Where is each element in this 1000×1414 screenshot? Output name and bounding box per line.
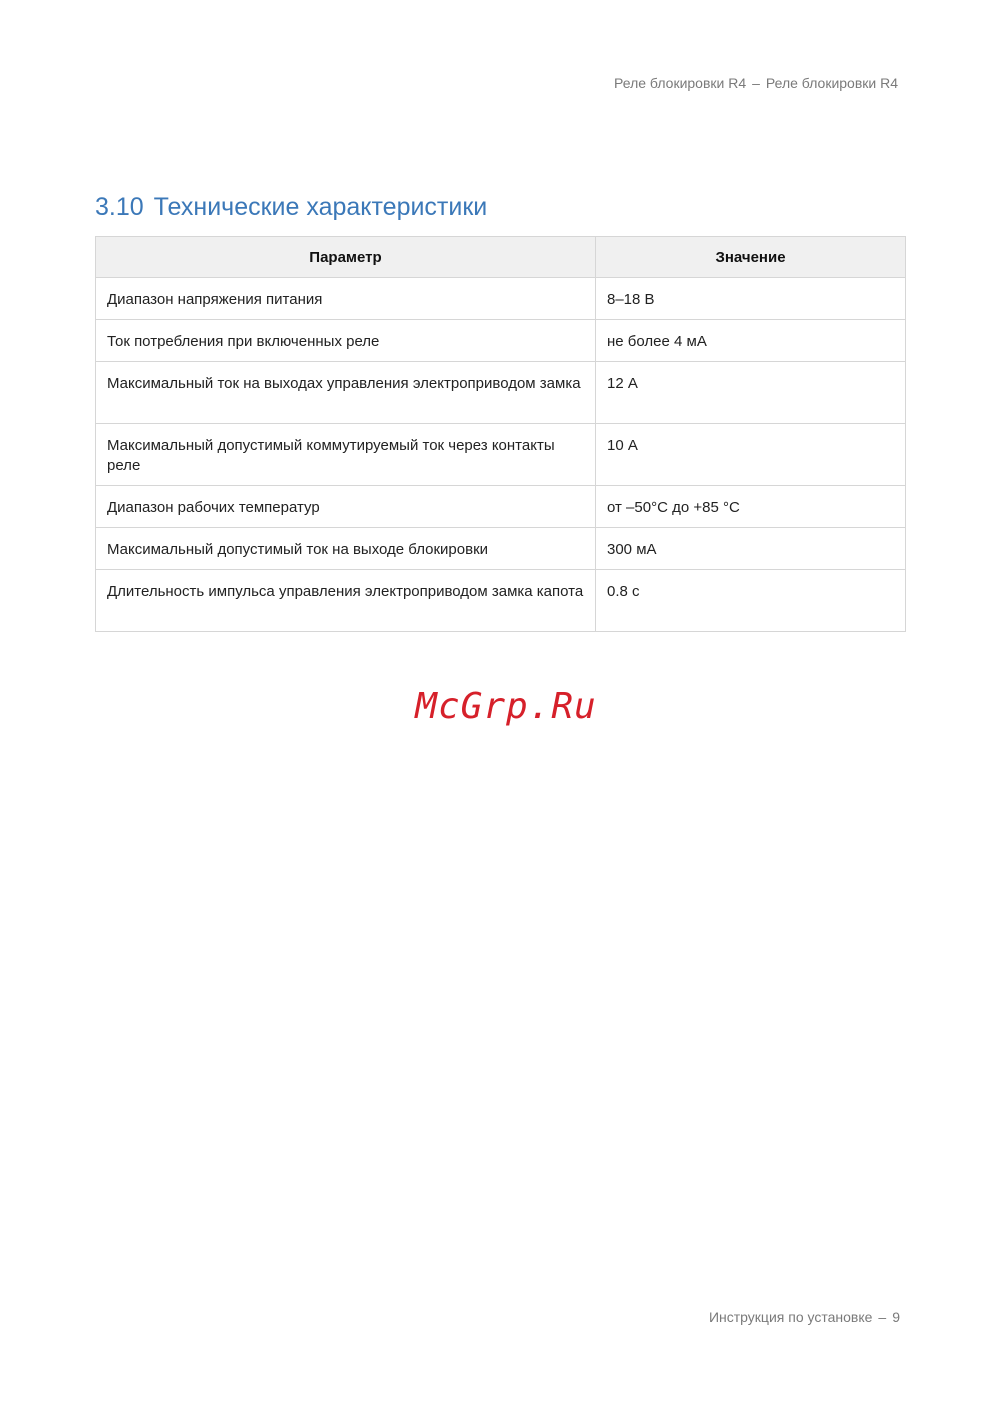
- parameter-cell: Длительность импульса управления электроприводом замка капота: [96, 570, 596, 632]
- table-row: [96, 424, 906, 486]
- value-cell: 10 А: [596, 424, 906, 486]
- parameter-cell: Максимальный допустимый коммутируемый ток через контакты реле: [96, 424, 596, 486]
- column-header-parameter: Параметр: [96, 237, 596, 278]
- specifications-table: [95, 236, 906, 632]
- section-title: Технические характеристики: [153, 193, 488, 221]
- table-row: [96, 486, 906, 528]
- header-separator: –: [752, 75, 760, 91]
- footer-label: Инструкция по установке: [708, 1309, 873, 1325]
- table-row: [96, 528, 906, 570]
- parameter-cell: Максимальный допустимый ток на выходе блокировки: [96, 528, 596, 570]
- parameter-cell: Диапазон напряжения питания: [96, 278, 596, 320]
- running-header: [614, 75, 898, 91]
- header-section-title: Реле блокировки R4: [765, 75, 898, 91]
- parameter-cell: Максимальный ток на выходах управления электроприводом замка: [96, 362, 596, 424]
- parameter-cell: Диапазон рабочих температур: [96, 486, 596, 528]
- footer-separator: –: [878, 1309, 887, 1325]
- watermark-text: McGrp.Ru: [415, 686, 597, 727]
- section-number: 3.10: [95, 193, 144, 221]
- table-row: [96, 570, 906, 632]
- parameter-cell: Ток потребления при включенных реле: [96, 320, 596, 362]
- table-row: [96, 362, 906, 424]
- value-cell: от –50°С до +85 °С: [596, 486, 906, 528]
- value-cell: 300 мА: [596, 528, 906, 570]
- section-heading: [95, 193, 487, 222]
- table-row: [96, 278, 906, 320]
- header-doc-title: Реле блокировки R4: [614, 75, 747, 91]
- table-header-row: [96, 237, 906, 278]
- column-header-value: Значение: [596, 237, 906, 278]
- value-cell: 12 А: [596, 362, 906, 424]
- running-footer: [709, 1309, 900, 1325]
- page-number: 9: [892, 1309, 900, 1325]
- value-cell: не более 4 мА: [596, 320, 906, 362]
- value-cell: 0.8 с: [596, 570, 906, 632]
- value-cell: 8–18 В: [596, 278, 906, 320]
- table-row: [96, 320, 906, 362]
